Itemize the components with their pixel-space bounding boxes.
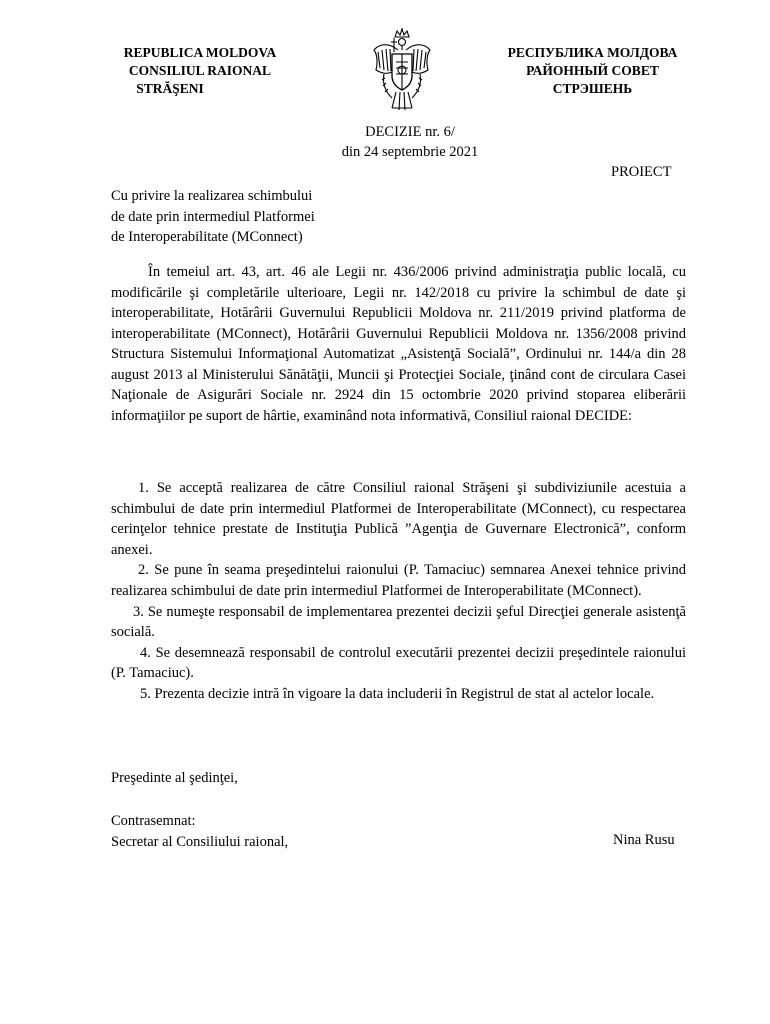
secretary-name: Nina Rusu — [613, 832, 675, 848]
decision-number: DECIZIE nr. 6/ — [365, 124, 455, 140]
draft-status: PROIECT — [611, 164, 672, 180]
decision-item-3: 3. Se numeşte responsabil de implementarea prezentei decizii şeful Direcţiei generale asistenţă socială. — [111, 603, 686, 641]
header-right-line-1: РЕСПУБЛИКА МОЛДОВА — [507, 45, 678, 60]
subject-line-2: de date prin intermediul Platformei — [111, 208, 315, 225]
decision-item-1: 1. Se acceptă realizarea de către Consiliul raional Străşeni şi subdiviziunile acestuia a schimbului de date prin intermediul Platformei de Interoperabilitate (MConnect), cu respectarea cerinţelor tehnice prestate de Instituţia Publică ”Agenţia de Guvernare Electronică”, conform anexei. — [111, 480, 686, 558]
decision-items — [111, 478, 686, 705]
secretary-role: Secretar al Consiliului raional, — [111, 833, 289, 850]
header-right-line-3: СТРЭШЕНЬ — [552, 81, 633, 96]
coat-of-arms-icon — [370, 28, 434, 114]
preamble-section — [111, 262, 686, 426]
header-right-line-2: РАЙОННЫЙ СОВЕТ — [526, 63, 659, 78]
chair-signature-label: Preşedinte al şedinţei, — [111, 770, 238, 786]
header-left-line-3: STRĂŞENI — [136, 81, 204, 96]
decision-item-2: 2. Se pune în seama preşedintelui raionului (P. Tamaciuc) semnarea Anexei tehnice privind realizarea schimbului de date prin intermediul Platformei de Interoperabilitate (MConnect). — [111, 562, 686, 599]
decision-item-4: 4. Se desemnează responsabil de controlul executării prezentei decizii preşedintele raionului (P. Tamaciuc). — [111, 644, 686, 682]
preamble-paragraph: În temeiul art. 43, art. 46 ale Legii nr. 436/2006 privind administraţia public locală, cu modificările şi completările ulterioare, Legii nr. 142/2018 cu privire la schimbul de date şi interoperabilitate, Hotărârii Guvernului Republicii Moldova nr. 211/2019 privind platforma de interoperabilitate (MConnect), Hotărârii Guvernului Republicii Moldova nr. 1356/2008 privind Structura Sistemului Informaţional Automatizat „Asistenţă Socială”, Ordinului nr. 144/a din 28 august 2013 al Ministerului Sănătăţii, Muncii şi Protecţiei Sociale, ţinând cont de circulara Casei Naţionale de Asigurări Sociale nr. 2924 din 15 octombrie 2020 privind stoparea eliberării informaţiilor pe suport de hârtie, examinând nota informativă, Consiliul raional DECIDE: — [111, 264, 686, 424]
decision-subject — [111, 186, 315, 248]
subject-line-3: de Interoperabilitate (MConnect) — [111, 229, 303, 245]
header-left-line-2: CONSILIUL RAIONAL — [128, 63, 272, 78]
decision-item-5: 5. Prezenta decizie intră în vigoare la data includerii în Registrul de stat al actelor locale. — [140, 685, 655, 702]
header-left-line-1: REPUBLICA MOLDOVA — [123, 45, 277, 60]
countersignature-block — [111, 811, 288, 852]
decision-date: din 24 septembrie 2021 — [341, 144, 479, 160]
decision-title — [0, 122, 770, 162]
countersigned-label: Contrasemnat: — [111, 813, 196, 829]
subject-line-1: Cu privire la realizarea schimbului — [111, 188, 313, 204]
header-left-romanian — [100, 44, 300, 98]
header-right-russian — [480, 44, 705, 98]
